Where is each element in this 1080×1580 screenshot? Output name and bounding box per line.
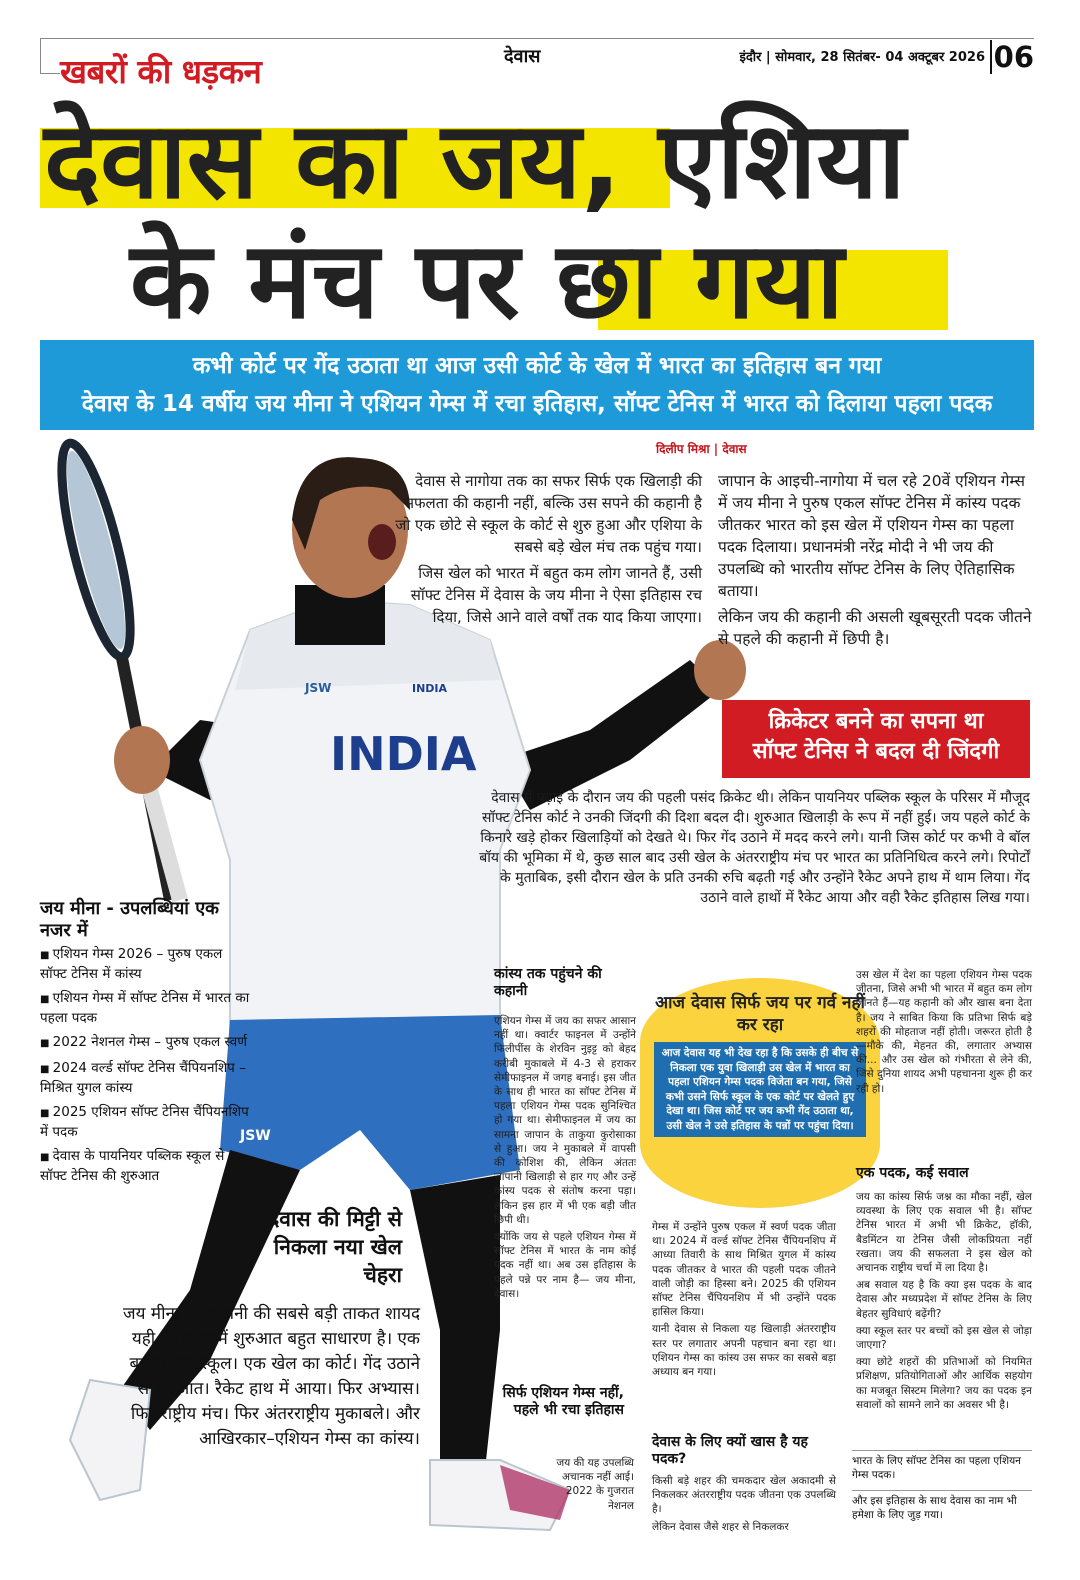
special-body — [652, 1474, 836, 1537]
achievements-title: जय मीना - उपलब्धियां एक नजर में — [40, 898, 219, 941]
questions-title: एक पदक, कई सवाल — [856, 1165, 969, 1181]
mid-col-para-1: गेम्स में उन्होंने पुरुष एकल में स्वर्ण पदक जीता था। 2024 में वर्ल्ड सॉफ्ट टेनिस चैंपियनशिप में आध्या तिवारी के साथ मिश्रित युगल में कांस्य पदक जीतकर वे भारत की पहली पदक जीतने वाली जोड़ी का हिस्सा बने। 2025 की एशियन सॉफ्ट टेनिस चैंपियनशिप में भी उन्होंने पदक हासिल किया। — [652, 1221, 836, 1319]
jersey-text: INDIA — [330, 727, 477, 781]
section-name: खबरों की धड़कन — [60, 52, 262, 91]
sirf-body: जय की यह उपलब्धि अचानक नहीं आई। 2022 के गुजरात नेशनल — [556, 1457, 634, 1512]
achievement-item: ■ 2024 वर्ल्ड सॉफ्ट टेनिस चैंपियनशिप – मिश्रित युगल कांस्य — [40, 1059, 250, 1097]
cricket-paragraph: देवास में पढ़ाई के दौरान जय की पहली पसंद क्रिकेट थी। लेकिन पायनियर पब्लिक स्कूल के परिसर में मौजूद सॉफ्ट टेनिस कोर्ट ने उनकी जिंदगी की दिशा बदल दी। शुरुआत खिलाड़ी के रूप में नहीं हुई। जय पहले कोर्ट के किनारे खड़े होकर खिलाड़ियों को देखते थे। फिर गेंद उठाने में मदद करने लगे। यानी जिस कोर्ट पर कभी वे बॉल बॉय की भूमिका में थे, कुछ साल बाद उसी खेल के अंतरराष्ट्रीय मंच पर भारत का प्रतिनिधित्व करने लगे। रिपोर्टों के मुताबिक, इसी दौरान खेल के प्रति उनकी रुचि बढ़ती गई और उन्होंने रैकेट अपने हाथ में थाम लिया। गेंद उठाने वाले हाथों में रैकेट आया और वही रैकेट इतिहास लिख गया। — [479, 790, 1030, 906]
jersey-brand: JSW — [305, 681, 332, 695]
dateline: इंदौर | सोमवार, 28 सितंबर- 04 अक्टूबर 2026 — [739, 50, 985, 65]
shorts-brand: JSW — [240, 1128, 271, 1144]
racket-icon — [48, 438, 180, 900]
kansya-body — [494, 1014, 636, 1304]
headline-line-2 — [130, 219, 844, 342]
questions-para-4: क्या छोटे शहरों की प्रतिभाओं को नियमित प्रशिक्षण, प्रतियोगिताओं और आर्थिक सहयोग का मजबूत सिस्टम मिलेगा? जय का पदक इन सवालों को सामने लाने का अवसर भी है। — [856, 1356, 1032, 1411]
city-tag: देवास — [504, 46, 541, 67]
special-title: देवास के लिए क्यों खास है यह पदक? — [652, 1434, 808, 1467]
mid-col — [652, 1220, 836, 1382]
right-col-intro: उस खेल में देश का पहला एशियन गेम्स पदक जीतना, जिसे अभी भी भारत में बहुत कम लोग जानते हैं—यह कहानी को और खास बना देता है। जय ने साबित किया कि प्रतिभा सिर्फ बड़े शहरों की मोहताज नहीं होती। जरूरत होती है—मौके की, मेहनत की, लगातार अभ्यास की... और उस खेल को गंभीरता से लेने की, जिसे दुनिया शायद अभी पहचानना शुरू ही कर रही हो। — [856, 969, 1032, 1095]
mid-col-para-2: यानी देवास से निकला यह खिलाड़ी अंतरराष्ट्रीय स्तर पर लगातार अपनी पहचान बना रहा था। एशियन गेम्स का कांस्य उस सफर का सबसे बड़ा अध्याय बन गया। — [652, 1323, 836, 1379]
achievement-item: ■ 2025 एशियन सॉफ्ट टेनिस चैंपियनशिप में पदक — [40, 1103, 250, 1141]
achievement-item: ■ 2022 नेशनल गेम्स – पुरुष एकल स्वर्ण — [40, 1033, 250, 1053]
headline-highlight-text-1: देवास का जय — [44, 99, 582, 222]
deck-line-2: देवास के 14 वर्षीय जय मीना ने एशियन गेम्स में रचा इतिहास, सॉफ्ट टेनिस में भारत को दिलाया पहला पदक — [81, 391, 993, 417]
headline-line-1 — [44, 99, 906, 222]
article-col-b — [718, 470, 1034, 654]
jersey-badge: INDIA — [412, 682, 448, 695]
achievement-item: ■ देवास के पायनियर पब्लिक स्कूल से सॉफ्ट टेनिस की शुरुआत — [40, 1147, 250, 1185]
headline-highlight-text-2: छा गया — [556, 219, 844, 342]
closing-note-1: भारत के लिए सॉफ्ट टेनिस का पहला एशियन गेम्स पदक। — [852, 1450, 1032, 1482]
headline-text-2: के मंच पर — [130, 219, 557, 342]
banner-line-2: सॉफ्ट टेनिस ने बदल दी जिंदगी — [752, 739, 1000, 764]
deck-banner — [40, 340, 1034, 430]
questions-para-1: जय का कांस्य सिर्फ जश्न का मौका नहीं, खेल व्यवस्था के लिए एक सवाल भी है। सॉफ्ट टेनिस भारत में अभी भी क्रिकेट, हॉकी, बैडमिंटन या टेनिस जैसी लोकप्रियता नहीं रखता। जय की सफलता ने इस खेल को अचानक राष्ट्रीय चर्चा में ला दिया है। — [856, 1191, 1032, 1275]
col-a-para-2: जिस खेल को भारत में बहुत कम लोग जानते हैं, उसी सॉफ्ट टेनिस में देवास के जय मीना ने ऐसा इतिहास रच दिया, जिसे आने वाले वर्षों तक याद किया जाएगा। — [410, 564, 702, 626]
col-b-para-1: जापान के आइची-नागोया में चल रहे 20वें एशियन गेम्स में जय मीना ने पुरुष एकल सॉफ्ट टेनिस में कांस्य पदक जीतकर भारत को इस खेल में एशियन गेम्स का पहला पदक दिलाया। प्रधानमंत्री नरेंद्र मोदी ने भी जय की उपलब्धि को भारतीय सॉफ्ट टेनिस के लिए ऐतिहासिक बताया। — [718, 472, 1026, 600]
achievement-item: ■ एशियन गेम्स में सॉफ्ट टेनिस में भारत का पहला पदक — [40, 989, 250, 1027]
col-a-para-1: देवास से नागोया तक का सफर सिर्फ एक खिलाड़ी की सफलता की कहानी नहीं, बल्कि उस सपने की कहानी है जो एक छोटे से स्कूल के कोर्ट से शुरु हुआ और एशिया के सबसे बड़े खेल मंच तक पहुंच गया। — [395, 472, 702, 556]
achievement-item: ■ एशियन गेम्स 2026 – पुरुष एकल सॉफ्ट टेनिस में कांस्य — [40, 945, 250, 983]
masthead-rule — [40, 38, 1034, 39]
headline-text-1: , एशिया — [581, 99, 906, 222]
highlight-box-body: आज देवास यह भी देख रहा है कि उसके ही बीच से निकला एक युवा खिलाड़ी उस खेल में भारत का पहला एशियन गेम्स पदक विजेता बन गया, जिसे कभी उसने सिर्फ स्कूल के एक कोर्ट पर खेलते हुए देखा था। जिस कोर्ट पर जय कभी गेंद उठाता था, उसी खेल ने उसे इतिहास के पन्नों पर पहुंचा दिया। — [654, 1042, 866, 1137]
sirf-title: सिर्फ एशियन गेम्स नहीं, पहले भी रचा इतिहास — [502, 1385, 624, 1418]
questions-body — [856, 1190, 1032, 1415]
achievements-list — [40, 945, 250, 1191]
deck-line-1: कभी कोर्ट पर गेंद उठाता था आज उसी कोर्ट के खेल में भारत का इतिहास बन गया — [192, 353, 882, 379]
special-para-1: किसी बड़े शहर की चमकदार खेल अकादमी से निकलकर अंतरराष्ट्रीय पदक जीतना एक उपलब्धि है। — [652, 1475, 836, 1516]
article-col-a — [392, 470, 702, 632]
masthead-corner — [40, 38, 60, 74]
questions-para-2: अब सवाल यह है कि क्या इस पदक के बाद देवास और मध्यप्रदेश में सॉफ्ट टेनिस के लिए बेहतर सुविधाएं बढ़ेंगी? — [856, 1279, 1032, 1320]
mitti-title: देवास की मिट्टी से निकला नया खेल चेहरा — [268, 1207, 402, 1287]
subhead-banner — [722, 700, 1030, 778]
closing-note-2: और इस इतिहास के साथ देवास का नाम भी हमेशा के लिए जुड़ गया। — [852, 1490, 1032, 1522]
kansya-para-2: क्योंकि जय से पहले एशियन गेम्स में सॉफ्ट टेनिस में भारत के नाम कोई पदक नहीं था। अब उस इतिहास के पहले पन्ने पर नाम है— जय मीना, देवास। — [494, 1231, 636, 1300]
mitti-body: जय मीना की कहानी की सबसे बड़ी ताकत शायद यही है कि इसमें शुरुआत बहुत साधारण है। एक बच्चा। एक स्कूल। एक खेल का कोर्ट। गेंद उठाने से शुरुआत। रैकेट हाथ में आया। फिर अभ्यास। फिर राष्ट्रीय मंच। फिर अंतरराष्ट्रीय मुकाबले। और आखिरकार–एशियन गेम्स का कांस्य। — [123, 1304, 420, 1449]
col-b-para-2: लेकिन जय की कहानी की असली खूबसूरती पदक जीतने से पहले की कहानी में छिपी है। — [718, 608, 1032, 648]
banner-line-1: क्रिकेटर बनने का सपना था — [768, 709, 984, 734]
highlight-box-title: आज देवास सिर्फ जय पर गर्व नहीं कर रहा — [655, 993, 865, 1035]
page-number: 06 — [990, 40, 1034, 74]
kansya-para-1: एशियन गेम्स में जय का सफर आसान नहीं था। क्वार्टर फाइनल में उन्होंने फिलीपींस के शेरविन नुइट्ट को बेहद करीबी मुकाबले में 4-3 से हराकर सेमीफाइनल में जगह बनाई। इस जीत के साथ ही भारत का सॉफ्ट टेनिस में पहला एशियन गेम्स पदक सुनिश्चित हो गया था। सेमीफाइनल में जय का सामना जापान के ताकुया कुरोसाका से हुआ। जय ने मुकाबले में वापसी की कोशिश की, लेकिन अंततः जापानी खिलाड़ी से हार गए और उन्हें कांस्य पदक से संतोष करना पड़ा। लेकिन इस हार में भी एक बड़ी जीत छिपी थी। — [494, 1015, 636, 1226]
byline: दिलीप मिश्रा | देवास — [656, 442, 747, 456]
kansya-title: कांस्य तक पहुंचने की कहानी — [494, 966, 602, 999]
questions-para-3: क्या स्कूल स्तर पर बच्चों को इस खेल से जोड़ा जाएगा? — [856, 1324, 1032, 1352]
special-para-2: लेकिन देवास जैसे शहर से निकलकर — [652, 1520, 789, 1533]
highlight-box — [640, 978, 880, 1208]
